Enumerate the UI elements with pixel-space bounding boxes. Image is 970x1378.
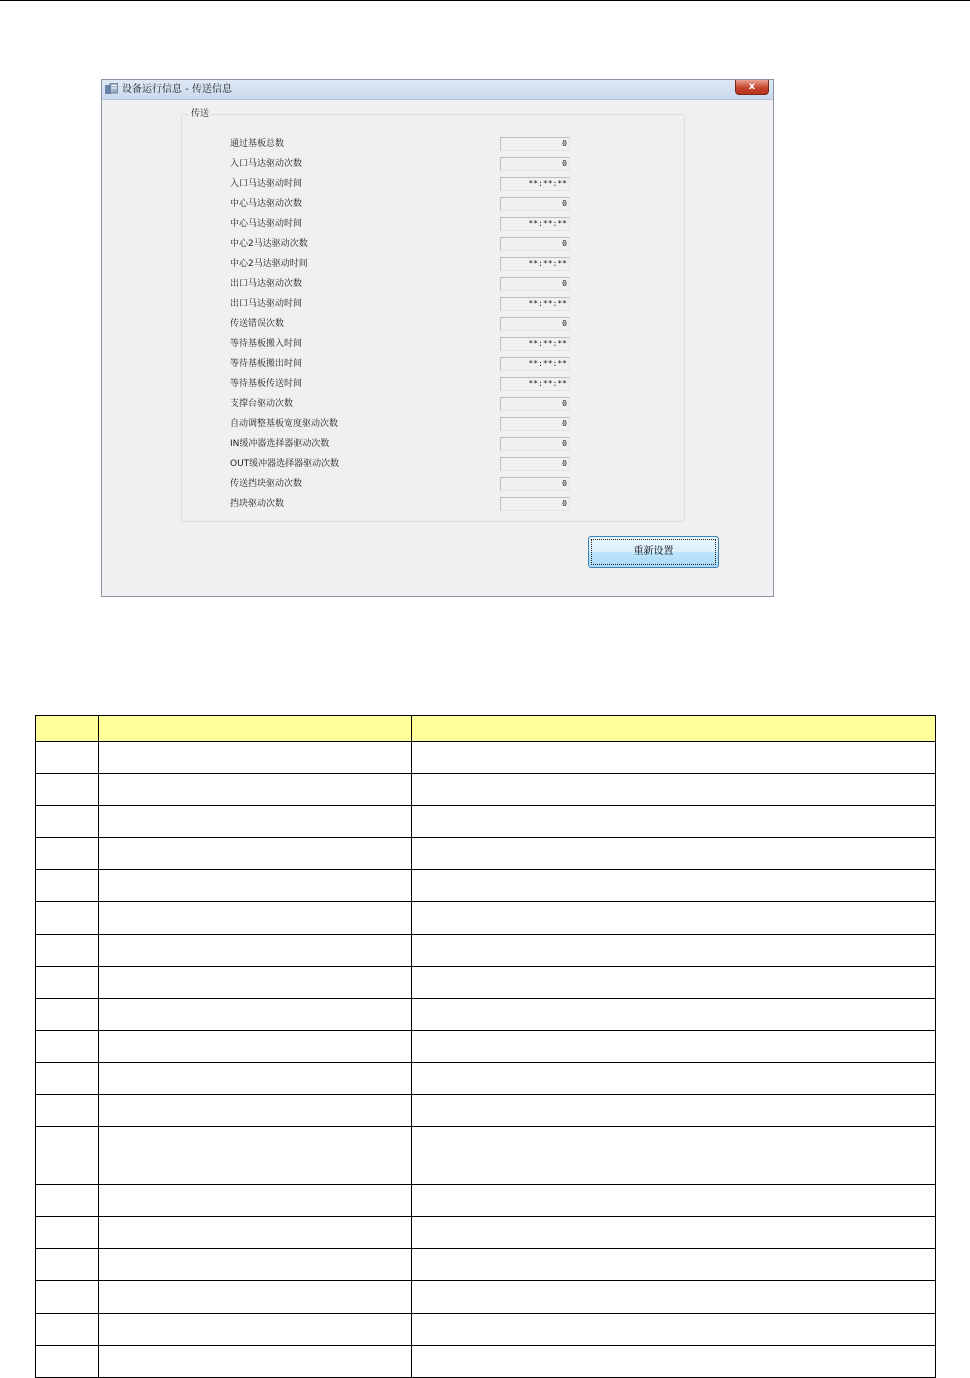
table-row xyxy=(36,1062,936,1094)
table-cell-description xyxy=(412,966,936,998)
table-cell-description xyxy=(412,1281,936,1313)
table-cell-item xyxy=(99,1095,412,1127)
table-cell-item xyxy=(99,742,412,774)
field-value: 0 xyxy=(500,417,570,431)
field-value: 0 xyxy=(500,437,570,451)
field-value: 0 xyxy=(500,457,570,471)
table-cell-no xyxy=(36,1217,99,1249)
table-cell-description xyxy=(412,838,936,870)
table-cell-no xyxy=(36,806,99,838)
field-row xyxy=(182,457,686,471)
group-legend: 传送 xyxy=(191,109,210,119)
table-row xyxy=(36,1030,936,1062)
field-label: 入口马达驱动次数 xyxy=(230,159,303,169)
field-label: 入口马达驱动时间 xyxy=(230,179,303,189)
table-cell-no xyxy=(36,1095,99,1127)
field-label: 出口马达驱动次数 xyxy=(230,279,303,289)
table-cell-description xyxy=(412,806,936,838)
table-cell-description xyxy=(412,1345,936,1377)
table-row xyxy=(36,838,936,870)
field-row xyxy=(182,197,686,211)
field-row xyxy=(182,377,686,391)
dialog-window xyxy=(101,79,774,597)
field-row xyxy=(182,157,686,171)
field-row xyxy=(182,497,686,511)
table-cell-description xyxy=(412,1062,936,1094)
field-label: 支撑台驱动次数 xyxy=(230,399,294,409)
field-value: **:**:** xyxy=(500,337,570,351)
table-cell-description xyxy=(412,1313,936,1345)
table-header-cell-item xyxy=(99,716,412,742)
table-cell-description xyxy=(412,1185,936,1217)
table-cell-description xyxy=(412,1127,936,1185)
table-row xyxy=(36,1095,936,1127)
table-row xyxy=(36,1345,936,1377)
table-cell-item xyxy=(99,774,412,806)
table-cell-description xyxy=(412,1030,936,1062)
table-cell-no xyxy=(36,934,99,966)
field-value: 0 xyxy=(500,137,570,151)
field-row xyxy=(182,337,686,351)
close-icon: x xyxy=(748,81,756,92)
app-icon xyxy=(105,83,118,95)
table-cell-no xyxy=(36,1345,99,1377)
table-cell-item xyxy=(99,998,412,1030)
table-cell-item xyxy=(99,1345,412,1377)
table-cell-no xyxy=(36,1127,99,1185)
field-row xyxy=(182,217,686,231)
table-cell-item xyxy=(99,934,412,966)
field-value: 0 xyxy=(500,277,570,291)
table-cell-item xyxy=(99,1217,412,1249)
table-cell-description xyxy=(412,774,936,806)
field-value: **:**:** xyxy=(500,177,570,191)
field-label: 等待基板搬入时间 xyxy=(230,339,303,349)
table-row xyxy=(36,742,936,774)
table-cell-no xyxy=(36,1313,99,1345)
table-row xyxy=(36,1185,936,1217)
field-value: 0 xyxy=(500,197,570,211)
table-cell-item xyxy=(99,1249,412,1281)
table-cell-no xyxy=(36,902,99,934)
field-row xyxy=(182,317,686,331)
field-label: 出口马达驱动时间 xyxy=(230,299,303,309)
table-cell-item xyxy=(99,1313,412,1345)
table-cell-no xyxy=(36,1185,99,1217)
close-button[interactable] xyxy=(735,80,769,95)
table-cell-no xyxy=(36,742,99,774)
field-value: **:**:** xyxy=(500,217,570,231)
table-cell-item xyxy=(99,902,412,934)
table-cell-description xyxy=(412,998,936,1030)
table-row xyxy=(36,774,936,806)
table-header-cell-description xyxy=(412,716,936,742)
table-cell-item xyxy=(99,1127,412,1185)
field-value: 0 xyxy=(500,317,570,331)
field-row xyxy=(182,357,686,371)
table-cell-description xyxy=(412,1095,936,1127)
field-label: 中心2马达驱动次数 xyxy=(230,239,308,249)
table-row xyxy=(36,1217,936,1249)
table-cell-no xyxy=(36,1062,99,1094)
field-value: **:**:** xyxy=(500,377,570,391)
field-row xyxy=(182,137,686,151)
table-cell-no xyxy=(36,966,99,998)
field-label: 传送错误次数 xyxy=(230,319,285,329)
table-cell-item xyxy=(99,1030,412,1062)
table-cell-item xyxy=(99,870,412,902)
table-cell-description xyxy=(412,742,936,774)
table-header-row xyxy=(36,716,936,742)
table-cell-description xyxy=(412,1249,936,1281)
reset-button-label: 重新设置 xyxy=(633,546,674,557)
field-label: 中心2马达驱动时间 xyxy=(230,259,308,269)
table-cell-no xyxy=(36,838,99,870)
table-cell-description xyxy=(412,934,936,966)
table-cell-item xyxy=(99,1062,412,1094)
table-row xyxy=(36,1313,936,1345)
field-row xyxy=(182,437,686,451)
table-row xyxy=(36,1249,936,1281)
field-row xyxy=(182,277,686,291)
table-row xyxy=(36,806,936,838)
field-label: 等待基板传送时间 xyxy=(230,379,303,389)
field-row xyxy=(182,397,686,411)
field-value: 0 xyxy=(500,477,570,491)
field-row xyxy=(182,237,686,251)
table-row xyxy=(36,998,936,1030)
reset-button[interactable] xyxy=(588,536,719,568)
field-label: OUT缓冲器选择器驱动次数 xyxy=(230,459,340,469)
field-row xyxy=(182,477,686,491)
table-cell-no xyxy=(36,1281,99,1313)
field-value: **:**:** xyxy=(500,257,570,271)
field-label: 自动调整基板宽度驱动次数 xyxy=(230,419,339,429)
table-cell-item xyxy=(99,838,412,870)
field-row xyxy=(182,177,686,191)
table-row xyxy=(36,1127,936,1185)
field-label: 挡块驱动次数 xyxy=(230,499,285,509)
table-row xyxy=(36,934,936,966)
table-row xyxy=(36,966,936,998)
page-top-rule xyxy=(0,0,970,1)
field-label: 等待基板搬出时间 xyxy=(230,359,303,369)
title-bar[interactable] xyxy=(102,80,773,100)
field-label: 中心马达驱动时间 xyxy=(230,219,303,229)
table-row xyxy=(36,870,936,902)
table-cell-no xyxy=(36,998,99,1030)
field-row xyxy=(182,257,686,271)
table-cell-item xyxy=(99,1281,412,1313)
field-value: **:**:** xyxy=(500,297,570,311)
field-value: 0 xyxy=(500,237,570,251)
table-cell-no xyxy=(36,1030,99,1062)
table-cell-description xyxy=(412,1217,936,1249)
table-cell-no xyxy=(36,1249,99,1281)
table-cell-item xyxy=(99,806,412,838)
field-value: 0 xyxy=(500,157,570,171)
field-value: **:**:** xyxy=(500,357,570,371)
field-row xyxy=(182,297,686,311)
table-cell-item xyxy=(99,1185,412,1217)
table-cell-item xyxy=(99,966,412,998)
description-table xyxy=(35,715,936,1378)
field-row xyxy=(182,417,686,431)
table-row xyxy=(36,902,936,934)
field-value: 0 xyxy=(500,397,570,411)
field-label: IN缓冲器选择器驱动次数 xyxy=(230,439,330,449)
field-label: 传送挡块驱动次数 xyxy=(230,479,303,489)
table-cell-description xyxy=(412,870,936,902)
window-title: 设备运行信息 - 传送信息 xyxy=(122,84,232,95)
table-header-cell-no xyxy=(36,716,99,742)
table-cell-description xyxy=(412,902,936,934)
field-label: 中心马达驱动次数 xyxy=(230,199,303,209)
table-cell-no xyxy=(36,774,99,806)
table-body xyxy=(36,742,936,1378)
field-value: 0 xyxy=(500,497,570,511)
table-cell-no xyxy=(36,870,99,902)
table-row xyxy=(36,1281,936,1313)
field-label: 通过基板总数 xyxy=(230,139,285,149)
transfer-groupbox xyxy=(181,109,685,522)
